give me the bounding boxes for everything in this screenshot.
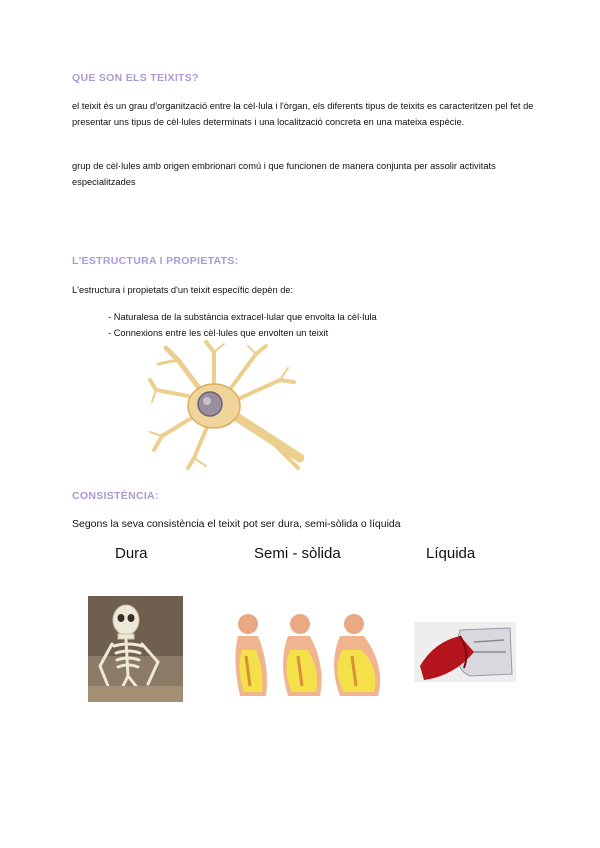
caption-liquida: Líquida bbox=[426, 545, 476, 562]
caption-dura: Dura bbox=[115, 545, 148, 562]
heading-estructura: L'ESTRUCTURA I PROPIETATS: bbox=[72, 255, 239, 267]
neuron-image bbox=[148, 340, 304, 472]
blood-bag-image bbox=[414, 622, 516, 682]
paragraph-group: grup de cèl·lules amb origen embrionari comú i que funcionen de manera conjunta per assolir activitats especialitzades bbox=[72, 161, 496, 187]
paragraph-estructura-intro: L'estructura i propietats d'un teixit específic depèn de: bbox=[72, 285, 294, 295]
bullet-list bbox=[108, 309, 377, 341]
paragraph-consistencia-intro: Segons la seva consistència el teixit pot ser dura, semi-sòlida o líquida bbox=[72, 518, 401, 530]
caption-semi-solida: Semi - sòlida bbox=[254, 545, 341, 562]
paragraph-definition: el teixit és un grau d'organització entre la cèl·lula i l'òrgan, els diferents tipus de teixits es caracteritzen pel fet de presentar uns tipus de cèl·lules determinats i una localització concreta en una mateixa espècie. bbox=[72, 101, 534, 127]
heading-que-son: QUE SON ELS TEIXITS? bbox=[72, 72, 199, 84]
list-item: - Naturalesa de la substància extracel·lular que envolta la cèl·lula bbox=[108, 309, 377, 325]
body-fat-image bbox=[228, 610, 388, 700]
heading-consistencia: CONSISTÈNCIA: bbox=[72, 490, 159, 502]
skeleton-image bbox=[88, 596, 183, 702]
list-item: - Connexions entre les cèl·lules que envolten un teixit bbox=[108, 325, 377, 341]
